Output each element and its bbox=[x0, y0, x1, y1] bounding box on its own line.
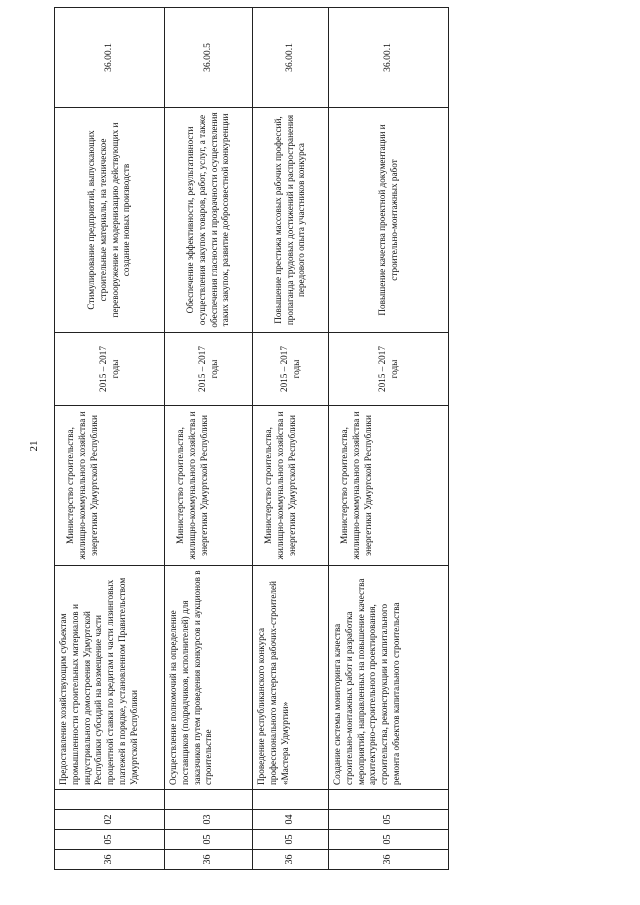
result-cell: Стимулирование предприятий, выпускающих строительные материалы, на техническое перевооружение и модернизацию действующих и создание новых производств bbox=[55, 108, 165, 333]
executor-cell: Министерство строительства, жилищно-коммунального хозяйства и энергетики Удмуртской Республики bbox=[253, 406, 329, 566]
subactivity-code-cell bbox=[55, 790, 165, 810]
period-cell: 2015 – 2017 годы bbox=[329, 333, 449, 406]
subprogram-code-cell: 05 bbox=[329, 830, 449, 850]
activities-table bbox=[54, 7, 449, 870]
activity-code-cell: 05 bbox=[329, 810, 449, 830]
result-cell: Обеспечение эффективности, результативности осуществления закупок товаров, работ, услуг, а также обеспечения гласности и прозрачности осуществления таких закупок, развитие добросовестной конкуренции bbox=[165, 108, 253, 333]
activity-code-cell: 04 bbox=[253, 810, 329, 830]
subprogram-code-cell: 05 bbox=[165, 830, 253, 850]
indicator-code-cell: 36.00.5 bbox=[165, 8, 253, 108]
program-code-cell: 36 bbox=[253, 850, 329, 870]
subprogram-code-cell: 05 bbox=[253, 830, 329, 850]
subactivity-code-cell bbox=[165, 790, 253, 810]
measure-cell: Осуществление полномочий на определение поставщиков (подрядчиков, исполнителей) для заказчиков путем проведения конкурсов и аукционов в строительстве bbox=[165, 566, 253, 790]
page-number: 21 bbox=[28, 440, 40, 452]
period-cell: 2015 – 2017 годы bbox=[165, 333, 253, 406]
program-code-cell: 36 bbox=[329, 850, 449, 870]
result-cell: Повышение качества проектной документации и строительно-монтажных работ bbox=[329, 108, 449, 333]
program-code-cell: 36 bbox=[165, 850, 253, 870]
executor-cell: Министерство строительства, жилищно-коммунального хозяйства и энергетики Удмуртской Республики bbox=[329, 406, 449, 566]
indicator-code-cell: 36.00.1 bbox=[253, 8, 329, 108]
period-cell: 2015 – 2017 годы bbox=[55, 333, 165, 406]
measure-cell: Проведение республиканского конкурса профессионального мастерства рабочих-строителей «Мастера Удмуртии» bbox=[253, 566, 329, 790]
table-row bbox=[329, 8, 449, 870]
executor-cell: Министерство строительства, жилищно-коммунального хозяйства и энергетики Удмуртской Республики bbox=[55, 406, 165, 566]
subactivity-code-cell bbox=[253, 790, 329, 810]
subactivity-code-cell bbox=[329, 790, 449, 810]
activity-code-cell: 02 bbox=[55, 810, 165, 830]
activity-code-cell: 03 bbox=[165, 810, 253, 830]
period-cell: 2015 – 2017 годы bbox=[253, 333, 329, 406]
table-row bbox=[165, 8, 253, 870]
program-code-cell: 36 bbox=[55, 850, 165, 870]
rotated-table-frame bbox=[54, 28, 448, 870]
executor-cell: Министерство строительства, жилищно-коммунального хозяйства и энергетики Удмуртской Республики bbox=[165, 406, 253, 566]
result-cell: Повышение престижа массовых рабочих профессий, пропаганда трудовых достижений и распространения передового опыта участников конкурса bbox=[253, 108, 329, 333]
table-row bbox=[253, 8, 329, 870]
indicator-code-cell: 36.00.1 bbox=[55, 8, 165, 108]
indicator-code-cell: 36.00.1 bbox=[329, 8, 449, 108]
measure-cell: Создание системы мониторинга качества строительно-монтажных работ и разработка мероприятий, направленных на повышение качества архитектурно-строительного проектирования, строительства, реконструкции и капитального ремонта объектов капитального строительства bbox=[329, 566, 449, 790]
subprogram-code-cell: 05 bbox=[55, 830, 165, 850]
table-row bbox=[55, 8, 165, 870]
measure-cell: Предоставление хозяйствующим субъектам промышленности строительных материалов и индустриального домостроения Удмуртской Республики субсидий на возмещение части процентной ставки по кредитам и части лизинговых платежей в порядке, установленном Правительством Удмуртской Республики bbox=[55, 566, 165, 790]
